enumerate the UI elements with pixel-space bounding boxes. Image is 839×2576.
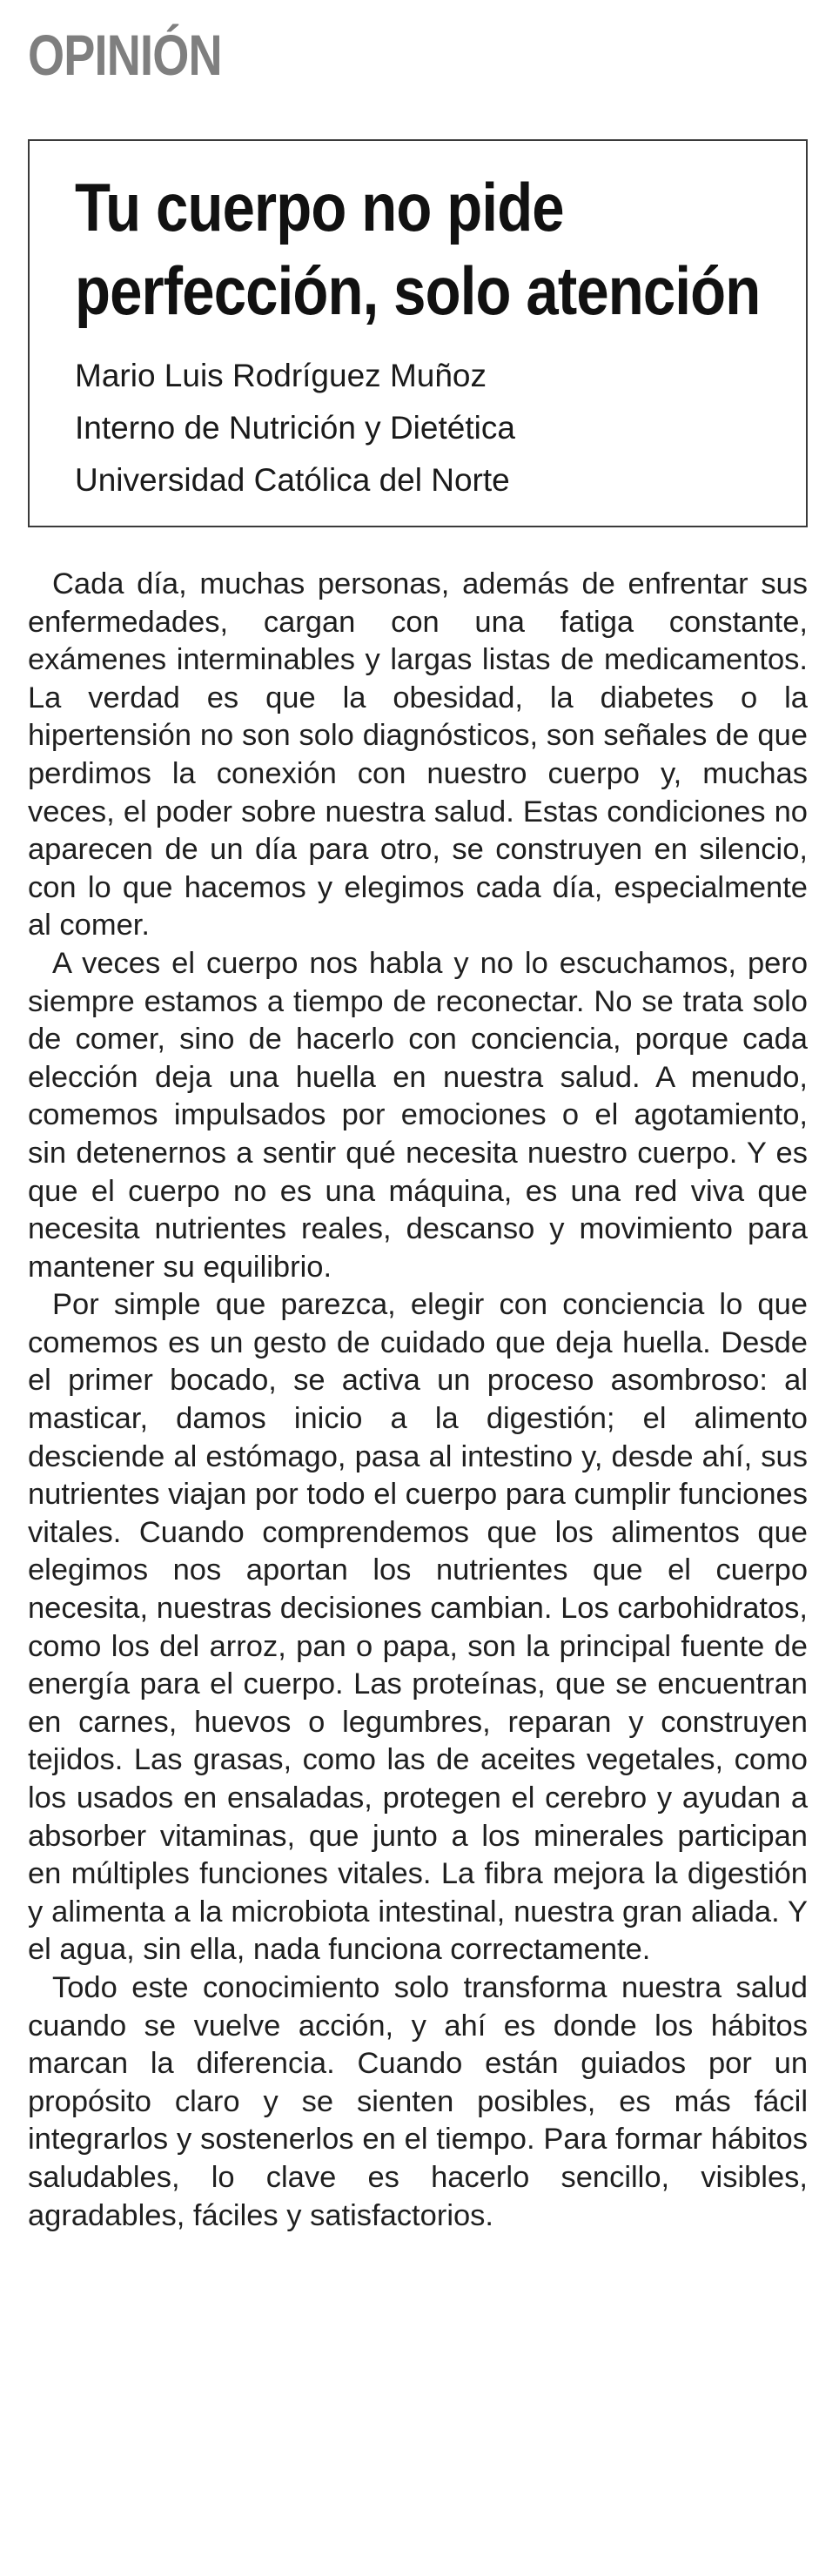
article-body — [28, 566, 808, 2235]
author-name: Mario Luis Rodríguez Muñoz — [75, 358, 487, 393]
article-paragraph-2: A veces el cuerpo nos habla y no lo escuchamos, pero siempre estamos a tiempo de reconectar. No se trata solo de comer, sino de hacerlo con conciencia, porque cada elección deja una huella en nuestra salud. A menudo, comemos impulsados por emociones o el agotamiento, sin detenernos a sentir qué necesita nuestro cuerpo. Y es que el cuerpo no es una máquina, es una red viva que necesita nutrientes reales, descanso y movimiento para mantener su equilibrio. — [28, 946, 808, 1284]
author-institution: Universidad Católica del Norte — [75, 462, 510, 498]
section-label: OPINIÓN — [28, 23, 222, 87]
byline — [75, 350, 515, 506]
author-role: Interno de Nutrición y Dietética — [75, 410, 515, 446]
article-paragraph-1: Cada día, muchas personas, además de enfrentar sus enfermedades, cargan con una fatiga constante, exámenes interminables y largas listas de medicamentos. La verdad es que la obesidad, la diabetes o la hipertensión no son solo diagnósticos, son señales de que perdimos la conexión con nuestro cuerpo y, muchas veces, el poder sobre nuestra salud. Estas condiciones no aparecen de un día para otro, se construyen en silencio, con lo que hacemos y elegimos cada día, especialmente al comer. — [28, 567, 808, 943]
article-paragraph-3: Por simple que parezca, elegir con conciencia lo que comemos es un gesto de cuidado que deja huella. Desde el primer bocado, se activa un proceso asombroso: al masticar, damos inicio a la digestión; el alimento desciende al estómago, pasa al intestino y, desde ahí, sus nutrientes viajan por todo el cuerpo para cumplir funciones vitales. Cuando comprendemos que los alimentos que elegimos nos aportan los nutrientes que el cuerpo necesita, nuestras decisiones cambian. Los carbohidratos, como los del arroz, pan o papa, son la principal fuente de energía para el cuerpo. Las proteínas, que se encuentran en carnes, huevos o legumbres, reparan y construyen tejidos. Las grasas, como las de aceites vegetales, como los usados en ensaladas, protegen el cerebro y ayudan a absorber vitaminas, que junto a los minerales participan en múltiples funciones vitales. La fibra mejora la digestión y alimenta a la microbiota intestinal, nuestra gran aliada. Y el agua, sin ella, nada funciona correctamente. — [28, 1288, 808, 1967]
title-box — [28, 139, 808, 527]
headline-line-1: Tu cuerpo no pide — [75, 169, 564, 245]
headline-line-2: perfección, solo atención — [75, 252, 761, 329]
headline — [75, 165, 760, 332]
article-paragraph-4: Todo este conocimiento solo transforma nuestra salud cuando se vuelve acción, y ahí es donde los hábitos marcan la diferencia. Cuando están guiados por un propósito claro y se sienten posibles, es más fácil integrarlos y sostenerlos en el tiempo. Para formar hábitos saludables, lo clave es hacerlo sencillo, visibles, agradables, fáciles y satisfactorios. — [28, 1970, 808, 2232]
